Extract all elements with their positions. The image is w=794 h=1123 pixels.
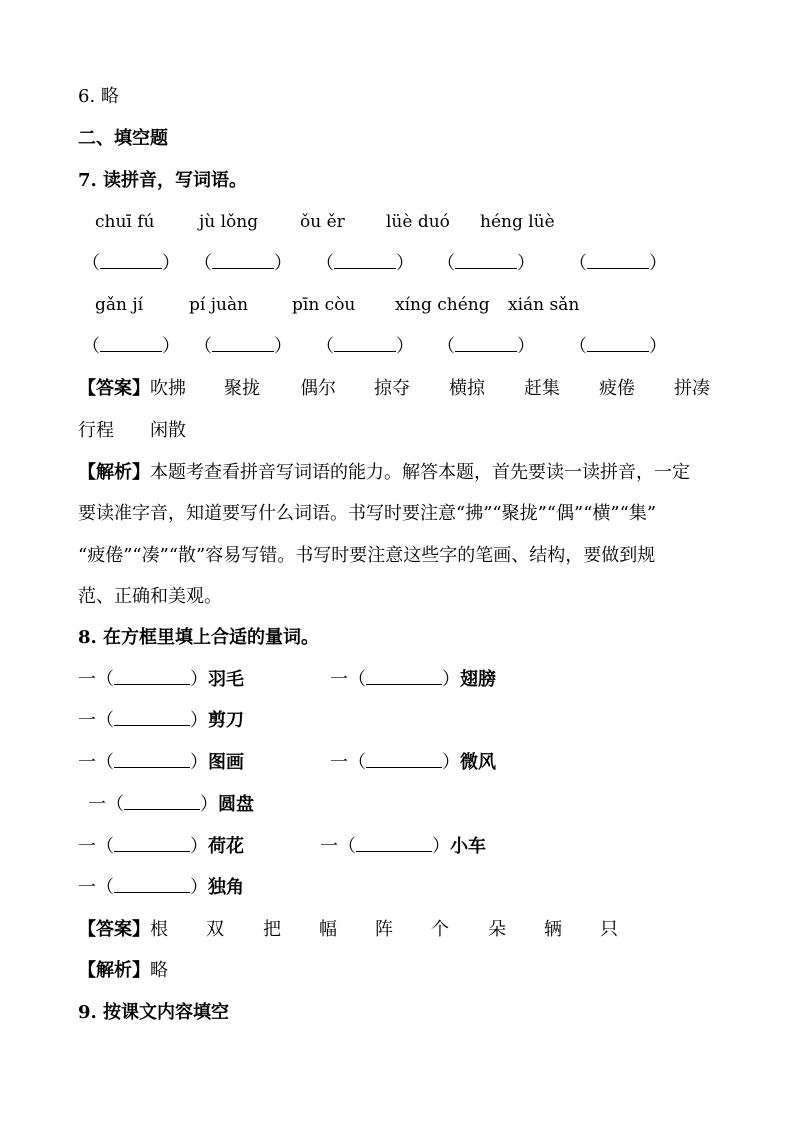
answer-word: 辆 [544, 919, 562, 940]
answer-label: 【答案】 [78, 919, 150, 940]
measure-item: 一（ ）荷花 [78, 836, 244, 857]
write-blank[interactable] [100, 252, 162, 269]
write-blank[interactable] [334, 252, 396, 269]
pinyin-1: chuī fú [95, 212, 155, 232]
answer-word: 疲倦 [599, 378, 635, 399]
answer-blank-row: （ ） [437, 253, 535, 274]
measure-item: 一（ ）剪刀 [78, 710, 244, 731]
pinyin-5: héng lüè [480, 212, 555, 232]
write-blank[interactable] [455, 252, 517, 269]
answer-label: 【答案】 [78, 378, 150, 399]
analysis-line: 要读准字音，知道要写什么词语。书写时要注意“拂”“聚拢”“偶”“横”“集” [78, 503, 657, 524]
pinyin-6: gǎn jí [95, 295, 144, 315]
q8-title: 8. 在方框里填上合适的量词。 [78, 627, 320, 648]
answer-blank-row: （ ） [316, 336, 414, 357]
answer-word: 双 [206, 919, 224, 940]
measure-item: 一（ ）微风 [330, 752, 496, 773]
answer-blank-row: （ ） [569, 336, 667, 357]
analysis-line: 【解析】略 [78, 960, 168, 981]
answer-blank-row: （ ） [316, 253, 414, 274]
answer-word: 根 [150, 919, 168, 940]
section-heading: 二、填空题 [78, 128, 168, 149]
answer-word: 掠夺 [374, 378, 410, 399]
write-blank[interactable] [124, 793, 200, 810]
measure-item: 一（ ）图画 [78, 752, 244, 773]
answer-word: 拼凑 [674, 378, 710, 399]
write-blank[interactable] [587, 335, 649, 352]
answer-word: 吹拂 [150, 378, 186, 399]
answer-blank-row: （ ） [82, 253, 180, 274]
write-blank[interactable] [114, 751, 190, 768]
measure-item: 一（ ）小车 [320, 836, 486, 857]
write-blank[interactable] [212, 335, 274, 352]
answer-blank-row: （ ） [194, 336, 292, 357]
write-blank[interactable] [455, 335, 517, 352]
answer-word: 朵 [488, 919, 506, 940]
write-blank[interactable] [587, 252, 649, 269]
write-blank[interactable] [356, 835, 432, 852]
answer-word: 横掠 [449, 378, 485, 399]
answer-blank-row: （ ） [569, 253, 667, 274]
analysis-label: 【解析】 [78, 462, 150, 483]
write-blank[interactable] [114, 709, 190, 726]
pinyin-9: xíng chéng [395, 295, 490, 315]
measure-item: 一（ ）圆盘 [88, 794, 254, 815]
answer-blank-row: （ ） [194, 253, 292, 274]
pinyin-8: pīn còu [292, 295, 356, 315]
write-blank[interactable] [366, 668, 442, 685]
answer-word: 把 [263, 919, 281, 940]
write-blank[interactable] [114, 668, 190, 685]
answer-word: 聚拢 [224, 378, 260, 399]
analysis-label: 【解析】 [78, 960, 150, 981]
measure-item: 一（ ）独角 [78, 877, 244, 898]
write-blank[interactable] [100, 335, 162, 352]
answer-word: 赶集 [524, 378, 560, 399]
pinyin-7: pí juàn [189, 295, 249, 315]
q6-text: 6. 略 [78, 86, 119, 107]
answer-word: 偶尔 [300, 378, 336, 399]
pinyin-4: lüè duó [386, 212, 450, 232]
write-blank[interactable] [366, 751, 442, 768]
measure-item: 一（ ）翅膀 [330, 669, 496, 690]
analysis-line: 【解析】本题考查看拼音写词语的能力。解答本题，首先要读一读拼音，一定 [78, 462, 690, 483]
pinyin-2: jù lǒng [199, 212, 259, 232]
write-blank[interactable] [334, 335, 396, 352]
write-blank[interactable] [114, 835, 190, 852]
answer-blank-row: （ ） [437, 336, 535, 357]
write-blank[interactable] [114, 876, 190, 893]
answer-word: 阵 [375, 919, 393, 940]
pinyin-10: xián sǎn [508, 295, 580, 315]
answer-word: 个 [431, 919, 449, 940]
answer-word: 幅 [319, 919, 337, 940]
measure-item: 一（ ）羽毛 [78, 669, 244, 690]
q7-title: 7. 读拼音，写词语。 [78, 170, 248, 191]
write-blank[interactable] [212, 252, 274, 269]
analysis-line: 范、正确和美观。 [78, 586, 222, 607]
answer-word: 行程 [78, 420, 114, 441]
q9-title: 9. 按课文内容填空 [78, 1002, 230, 1023]
answer-blank-row: （ ） [82, 336, 180, 357]
answer-word: 只 [600, 919, 618, 940]
pinyin-3: ǒu ěr [300, 212, 345, 232]
answer-word: 闲散 [150, 420, 186, 441]
analysis-line: “疲倦”“凑”“散”容易写错。书写时要注意这些字的笔画、结构，要做到规 [78, 545, 656, 566]
